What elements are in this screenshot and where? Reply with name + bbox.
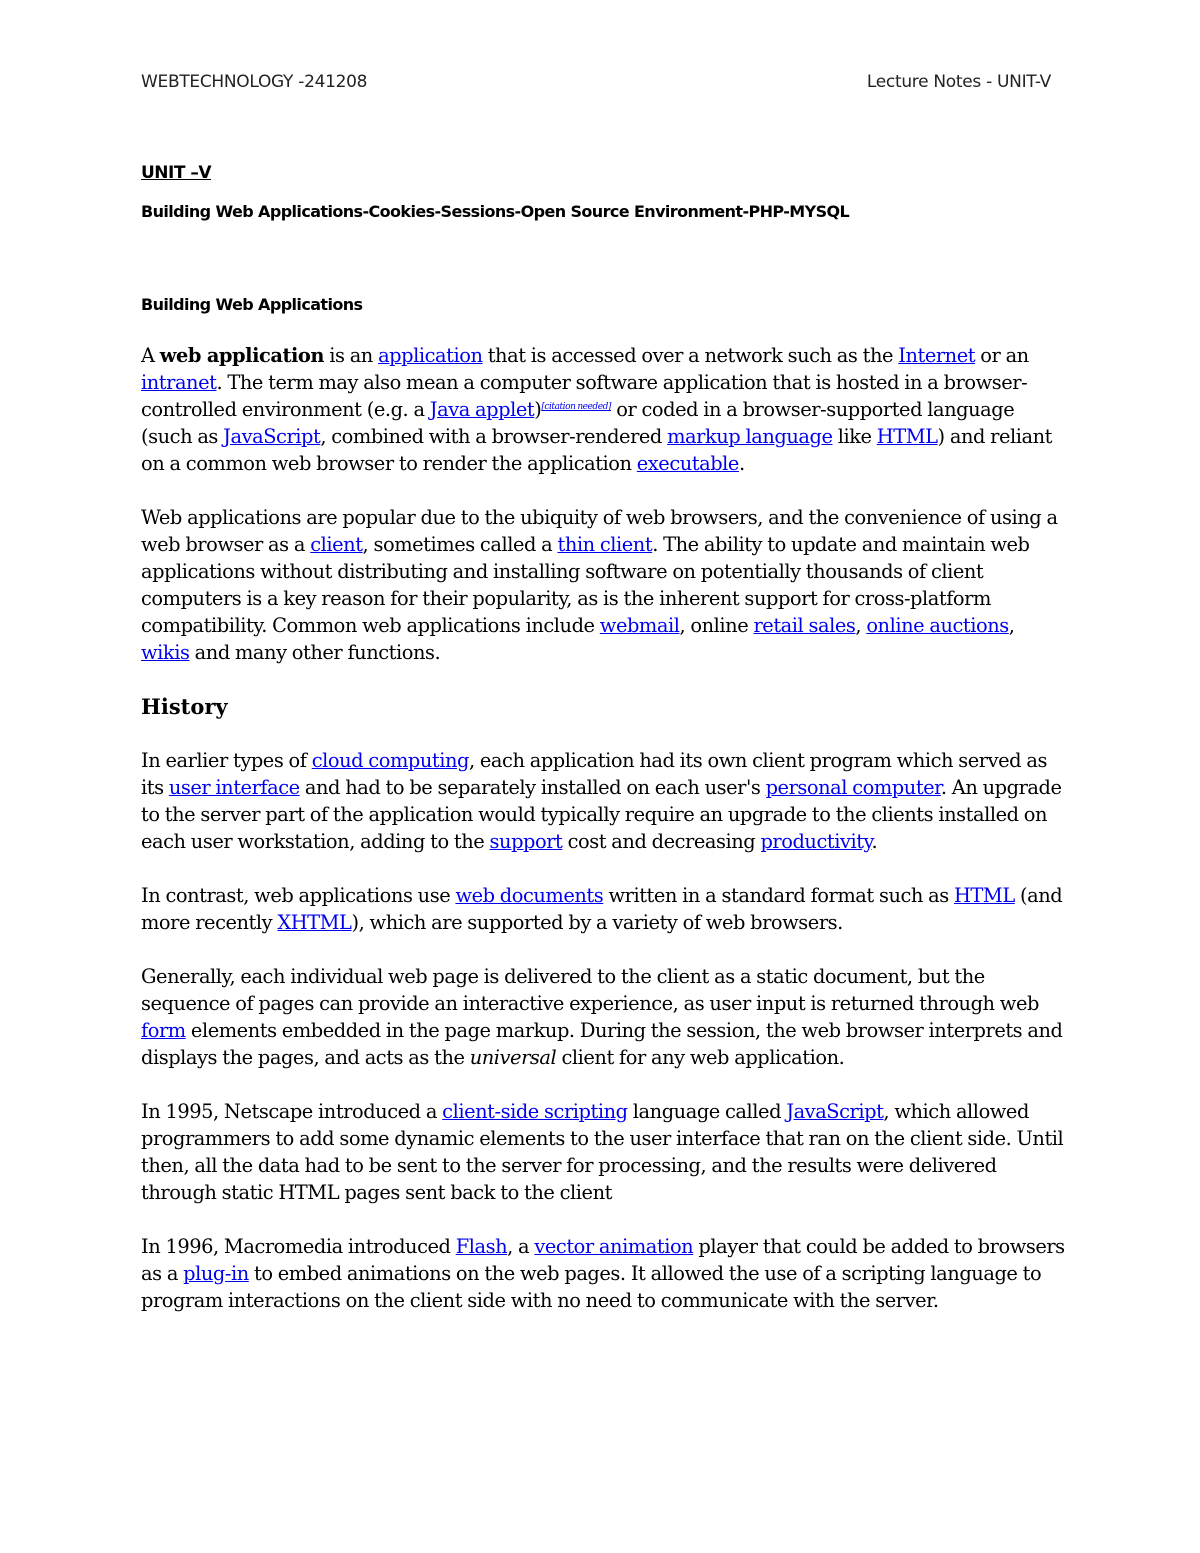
link-client[interactable]: client — [310, 533, 363, 556]
term-web-application: web application — [159, 344, 325, 367]
link-html[interactable]: HTML — [876, 425, 938, 448]
link-online-auctions[interactable]: online auctions — [866, 614, 1009, 637]
link-markup-language[interactable]: markup language — [667, 425, 833, 448]
section-title: Building Web Applications — [141, 295, 363, 314]
paragraph-definition: A web application is an application that is accessed over a network such as the Internet or an intranet. The term may also mean a computer software application that is hosted in a browser-controlled environment (e.g. a Java applet)[citation needed] or coded in a browser-supported language (such as JavaScript, combined with a browser-rendered markup language like HTML) and reliant on a common web browser to render the application executable. — [141, 344, 1053, 475]
link-webmail[interactable]: webmail — [599, 614, 680, 637]
link-javascript-2[interactable]: JavaScript — [786, 1100, 884, 1123]
link-productivity[interactable]: productivity — [760, 830, 872, 853]
running-header-course: WEBTECHNOLOGY -241208 — [141, 72, 368, 92]
link-web-documents[interactable]: web documents — [455, 884, 604, 907]
paragraph-1995-javascript: In 1995, Netscape introduced a client-side scripting language called JavaScript, which allowed programmers to add some dynamic elements to the user interface that ran on the client side. Until then, all the data had to be sent to the server for processing, and the results were delivered through static HTML pages sent back to the client — [141, 1100, 1064, 1204]
link-intranet[interactable]: intranet — [141, 371, 217, 394]
document-body — [141, 163, 1066, 1314]
link-application[interactable]: application — [378, 344, 483, 367]
link-support[interactable]: support — [489, 830, 563, 853]
link-retail-sales[interactable]: retail sales — [753, 614, 856, 637]
paragraph-web-documents: In contrast, web applications use web documents written in a standard format such as HTML (and more recently XHTML), which are supported by a variety of web browsers. — [141, 884, 1063, 934]
link-javascript[interactable]: JavaScript — [223, 425, 321, 448]
unit-topics: Building Web Applications-Cookies-Sessions-Open Source Environment-PHP-MYSQL — [141, 202, 850, 221]
term-universal: universal — [469, 1046, 557, 1069]
link-executable[interactable]: executable — [636, 452, 739, 475]
running-header-unit: Lecture Notes - UNIT-V — [866, 72, 1051, 92]
link-java-applet[interactable]: Java applet — [429, 398, 535, 421]
paragraph-popularity: Web applications are popular due to the ubiquity of web browsers, and the convenience of using a web browser as a client, sometimes called a thin client. The ability to update and maintain web applications without distributing and installing software on potentially thousands of client computers is a key reason for their popularity, as is the inherent support for cross-platform compatibility. Common web applications include webmail, online retail sales, online auctions, wikis and many other functions. — [141, 506, 1058, 664]
link-plug-in[interactable]: plug-in — [183, 1262, 249, 1285]
link-wikis[interactable]: wikis — [141, 641, 190, 664]
paragraph-1996-flash: In 1996, Macromedia introduced Flash, a vector animation player that could be added to browsers as a plug-in to embed animations on the web pages. It allowed the use of a scripting language to program interactions on the client side with no need to communicate with the server. — [141, 1235, 1065, 1312]
link-flash[interactable]: Flash — [455, 1235, 508, 1258]
link-personal-computer[interactable]: personal computer — [765, 776, 941, 799]
link-citation-needed[interactable]: [citation needed] — [541, 402, 611, 412]
unit-title: UNIT –V — [141, 163, 212, 183]
link-thin-client[interactable]: thin client — [557, 533, 653, 556]
link-html-2[interactable]: HTML — [953, 884, 1015, 907]
link-client-side-scripting[interactable]: client-side scripting — [442, 1100, 628, 1123]
link-user-interface[interactable]: user interface — [168, 776, 300, 799]
paragraph-history-cloud: In earlier types of cloud computing, each application had its own client program which served as its user interface and had to be separately installed on each user's personal computer. An upgrade to the server part of the application would typically require an upgrade to the clients installed on each user workstation, adding to the support cost and decreasing productivity. — [141, 749, 1062, 853]
history-heading: History — [141, 694, 228, 719]
link-cloud-computing[interactable]: cloud computing — [311, 749, 469, 772]
link-form[interactable]: form — [141, 1019, 186, 1042]
paragraph-static-pages: Generally, each individual web page is delivered to the client as a static document, but the sequence of pages can provide an interactive experience, as user input is returned through web form elements embedded in the page markup. During the session, the web browser interprets and displays the pages, and acts as the universal client for any web application. — [141, 965, 1063, 1069]
link-internet[interactable]: Internet — [898, 344, 976, 367]
link-xhtml[interactable]: XHTML — [277, 911, 352, 934]
link-vector-animation[interactable]: vector animation — [534, 1235, 694, 1258]
